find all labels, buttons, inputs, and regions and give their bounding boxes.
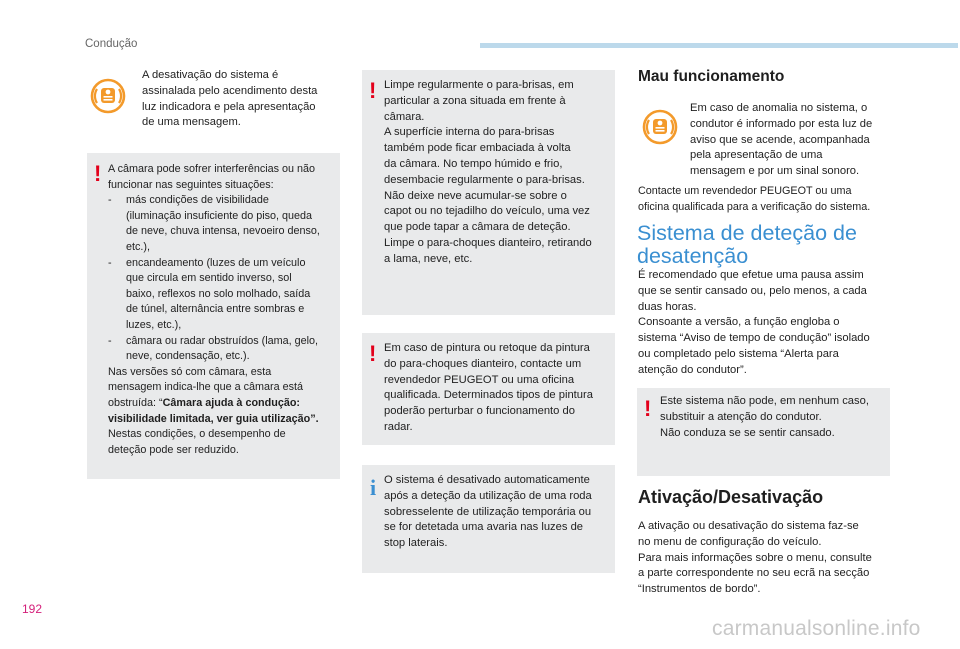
info-text	[384, 473, 612, 552]
bold-message: visibilidade limitada, ver guia utilização”.	[108, 412, 319, 425]
text-line: sobresselente de utilização temporária ou	[384, 505, 592, 518]
page-number: 192	[22, 602, 43, 616]
text-line: funcionar nas seguintes situações:	[108, 178, 274, 191]
text-line: A câmara pode sofrer interferências ou não	[108, 163, 316, 175]
page-header-title: Condução	[85, 38, 138, 50]
list-dash: -	[108, 194, 112, 207]
text-line: Sistema de deteção de	[637, 221, 857, 245]
text-line: de uma mensagem.	[142, 116, 241, 129]
section-title	[637, 222, 857, 268]
text-line: aviso que se acende, acompanhada	[690, 133, 870, 146]
warning-exclamation-icon: !	[644, 396, 652, 421]
text-line: capot ou no tejadilho do veículo, uma vez	[384, 205, 590, 218]
paint-warning-text	[384, 341, 612, 436]
cleaning-warning-text	[384, 78, 612, 268]
watermark: carmanualsonline.info	[712, 617, 921, 640]
deactivation-text	[142, 68, 342, 131]
text-line: Para mais informações sobre o menu, consulte	[638, 551, 872, 564]
list-item	[108, 256, 340, 334]
text-line: atenção do condutor”.	[638, 363, 747, 376]
text-line: particular a zona situada em frente à	[384, 94, 566, 107]
text-line: A superfície interna do para-brisas	[384, 126, 555, 139]
info-icon: i	[370, 475, 377, 500]
text-line: que circula em sentido inverso, sol	[126, 272, 292, 285]
attention-warning-text	[660, 394, 888, 441]
text-line: más condições de visibilidade	[126, 194, 269, 207]
text-line: no menu de configuração do veículo.	[638, 535, 822, 548]
text-span: obstruída: “	[108, 396, 163, 409]
driver-attention-warning-icon	[642, 109, 678, 145]
warning-exclamation-icon: !	[369, 78, 377, 103]
text-line: a parte correspondente no seu ecrã na secção	[638, 567, 870, 580]
text-line: etc.),	[126, 240, 150, 253]
text-line: se for detetada uma avaria nas luzes de	[384, 521, 584, 534]
text-line: sistema “Aviso de tempo de condução” isolado	[638, 332, 870, 345]
activation-heading: Ativação/Desativação	[638, 487, 824, 507]
intro-text	[638, 268, 903, 379]
malfunction-heading: Mau funcionamento	[638, 68, 785, 85]
contact-text	[638, 184, 898, 216]
text-line: oficina qualificada para a verificação do sistema.	[638, 200, 871, 213]
text-line: Contacte um revendedor PEUGEOT ou uma	[638, 185, 852, 197]
text-line: Limpe o para-choques dianteiro, retirando	[384, 236, 592, 249]
text-line: também pode ficar embaciada à volta	[384, 142, 571, 155]
text-line: radar.	[384, 420, 413, 433]
warning-exclamation-icon: !	[369, 341, 377, 366]
list-dash: -	[108, 334, 112, 347]
text-line	[108, 396, 340, 412]
text-line: desembacie regularmente o para-brisas.	[384, 173, 585, 186]
text-line: luzes, etc.),	[126, 318, 182, 331]
text-line: Nestas condições, o desempenho de	[108, 428, 286, 441]
text-line: que pode tapar a câmara de deteção.	[384, 221, 571, 234]
text-line: A desativação do sistema é	[142, 69, 279, 81]
text-line: pela apresentação de uma	[690, 149, 823, 162]
camera-warning-text	[108, 162, 340, 458]
text-line: que se sentir cansado ou, pelo menos, a cada	[638, 284, 867, 297]
text-line: luz indicadora e pela apresentação	[142, 100, 316, 113]
text-line: mensagem e por um sinal sonoro.	[690, 165, 860, 178]
text-line: de neve, chuva intensa, nevoeiro denso,	[126, 225, 320, 238]
list-item	[108, 193, 340, 255]
text-line: revendedor PEUGEOT ou uma oficina	[384, 373, 575, 386]
text-line: É recomendado que efetue uma pausa assim	[638, 269, 864, 281]
header-bar	[480, 43, 958, 48]
text-line: Consoante a versão, a função engloba o	[638, 316, 840, 329]
text-line: desatenção	[637, 244, 749, 268]
text-line: assinalada pelo acendimento desta	[142, 84, 318, 97]
text-line: substituir a atenção do condutor.	[660, 410, 822, 423]
list-dash: -	[108, 256, 112, 269]
warning-exclamation-icon: !	[94, 161, 102, 186]
text-line: O sistema é desativado automaticamente	[384, 474, 590, 486]
text-line: Nas versões só com câmara, esta	[108, 365, 272, 378]
text-line: “Instrumentos de bordo”.	[638, 583, 761, 596]
text-line: Não conduza se se sentir cansado.	[660, 426, 835, 439]
text-line: Este sistema não pode, em nenhum caso,	[660, 395, 869, 407]
driver-attention-warning-icon	[90, 78, 126, 114]
text-line: baixo, reflexos no solo molhado, saída	[126, 287, 311, 300]
text-line: câmara.	[384, 110, 425, 123]
text-line: poderão perturbar o funcionamento do	[384, 405, 575, 418]
list-item	[108, 334, 340, 365]
text-line: a lama, neve, etc.	[384, 252, 473, 265]
text-line: Não deixe neve acumular-se sobre o	[384, 189, 567, 202]
text-line: do para-choques dianteiro, contacte um	[384, 357, 582, 370]
bold-message: Câmara ajuda à condução:	[162, 396, 301, 409]
malfunction-text	[690, 101, 895, 180]
text-line: mensagem indica-lhe que a câmara está	[108, 381, 304, 394]
text-line: deteção pode ser reduzido.	[108, 443, 239, 456]
text-line: A ativação ou desativação do sistema faz-se	[638, 520, 859, 532]
text-line: qualificada. Determinados tipos de pintura	[384, 389, 593, 402]
text-line: de túnel, alternância entre sombras e	[126, 303, 305, 316]
text-line: encandeamento (luzes de um veículo	[126, 256, 306, 269]
activation-text	[638, 519, 903, 598]
text-line: neve, condensação, etc.).	[126, 350, 250, 363]
text-line: stop laterais.	[384, 537, 448, 550]
text-line: condutor é informado por esta luz de	[690, 117, 873, 130]
text-line: da câmara. No tempo húmido e frio,	[384, 157, 563, 170]
text-line: ou completado pelo sistema “Alerta para	[638, 347, 839, 360]
text-line: Em caso de anomalia no sistema, o	[690, 102, 868, 114]
text-line: duas horas.	[638, 300, 697, 313]
text-line: Em caso de pintura ou retoque da pintura	[384, 342, 590, 354]
text-line: câmara ou radar obstruídos (lama, gelo,	[126, 334, 319, 347]
text-line: Limpe regularmente o para-brisas, em	[384, 79, 574, 91]
text-line: (iluminação insuficiente do piso, queda	[126, 209, 313, 222]
text-line: após a deteção da utilização de uma roda	[384, 489, 592, 502]
